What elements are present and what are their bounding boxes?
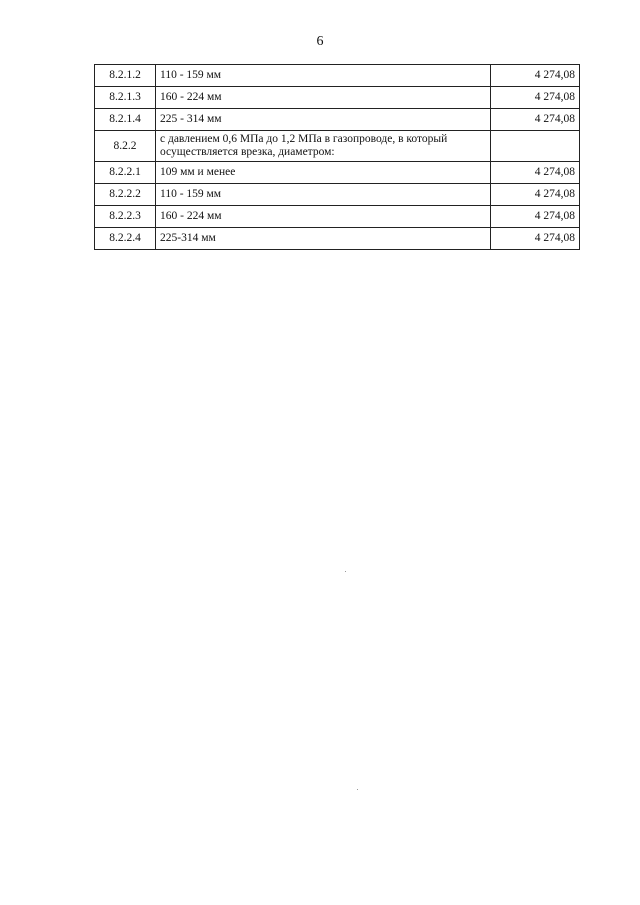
- row-price: 4 274,08: [491, 162, 580, 184]
- row-description: с давлением 0,6 МПа до 1,2 МПа в газопроводе, в который осуществляется врезка, диаметром:: [156, 131, 491, 162]
- row-price: 4 274,08: [491, 87, 580, 109]
- page-number: 6: [316, 34, 324, 49]
- row-price: [491, 131, 580, 162]
- row-code: 8.2.2: [95, 131, 156, 162]
- table-row: [95, 131, 580, 162]
- row-price: 4 274,08: [491, 109, 580, 131]
- table-row: [95, 206, 580, 228]
- row-description: 109 мм и менее: [156, 162, 491, 184]
- table-row: [95, 228, 580, 250]
- row-code: 8.2.2.1: [95, 162, 156, 184]
- row-description: 160 - 224 мм: [156, 87, 491, 109]
- scan-speck: [345, 571, 346, 572]
- row-price: 4 274,08: [491, 228, 580, 250]
- table-row: [95, 184, 580, 206]
- table-row: [95, 87, 580, 109]
- row-code: 8.2.1.2: [95, 65, 156, 87]
- row-price: 4 274,08: [491, 206, 580, 228]
- row-description: 110 - 159 мм: [156, 184, 491, 206]
- scan-speck: [357, 789, 358, 790]
- table-row: [95, 162, 580, 184]
- row-code: 8.2.2.2: [95, 184, 156, 206]
- table-row: [95, 65, 580, 87]
- row-price: 4 274,08: [491, 184, 580, 206]
- row-code: 8.2.2.4: [95, 228, 156, 250]
- row-description: 160 - 224 мм: [156, 206, 491, 228]
- row-description: 225 - 314 мм: [156, 109, 491, 131]
- row-description: 225-314 мм: [156, 228, 491, 250]
- table-row: [95, 109, 580, 131]
- row-code: 8.2.1.3: [95, 87, 156, 109]
- row-code: 8.2.1.4: [95, 109, 156, 131]
- row-description: 110 - 159 мм: [156, 65, 491, 87]
- row-code: 8.2.2.3: [95, 206, 156, 228]
- tariff-table: [94, 64, 580, 250]
- row-price: 4 274,08: [491, 65, 580, 87]
